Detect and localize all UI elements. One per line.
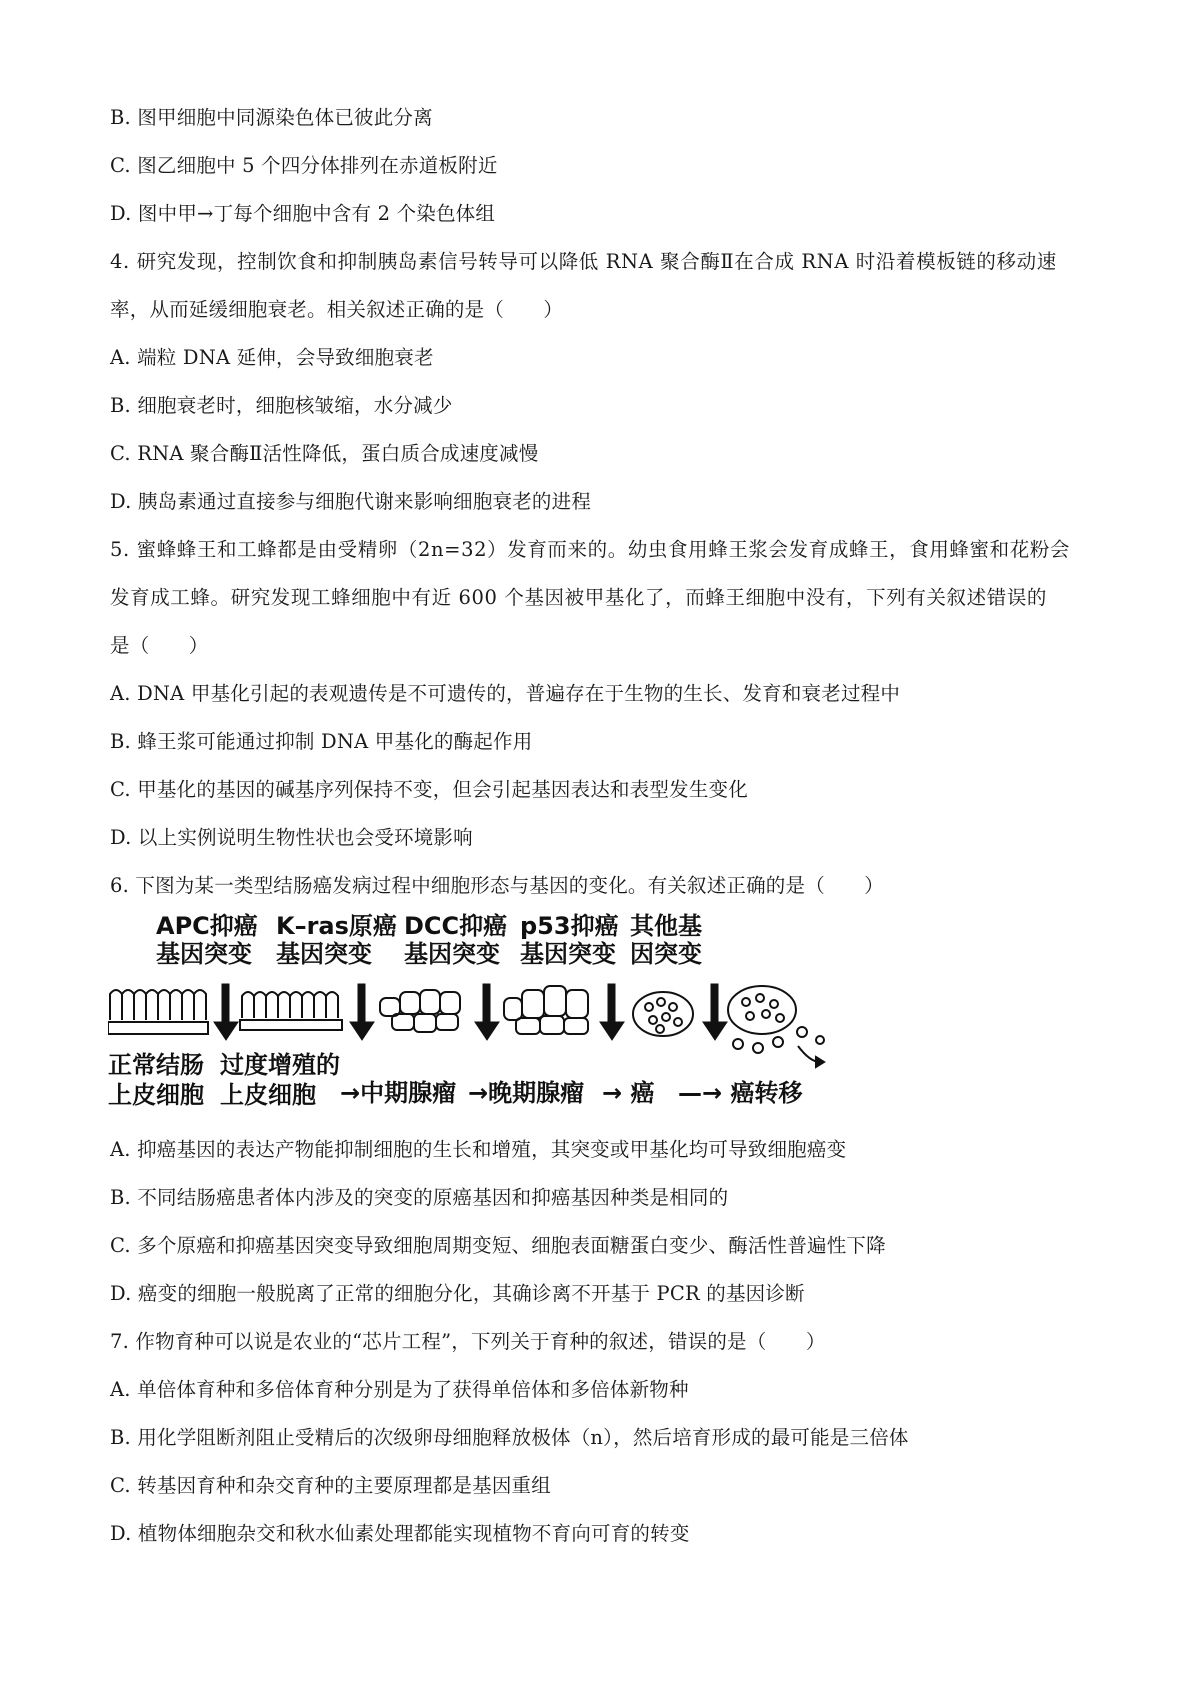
q5-option-d: D. 以上实例说明生物性状也会受环境影响 — [110, 826, 473, 849]
down-arrow-2 — [350, 984, 374, 1040]
q7-option-c: C. 转基因育种和杂交育种的主要原理都是基因重组 — [110, 1474, 551, 1497]
q5-option-b: B. 蜂王浆可能通过抑制 DNA 甲基化的酶起作用 — [110, 730, 533, 753]
q6-option-c: C. 多个原癌和抑癌基因突变导致细胞周期变短、细胞表面糖蛋白变少、酶活性普遍性下降 — [110, 1234, 886, 1257]
q7-option-d: D. 植物体细胞杂交和秋水仙素处理都能实现植物不育向可育的转变 — [110, 1522, 690, 1545]
stage-carcinoma: → 癌 — [602, 1079, 655, 1107]
down-arrow-1 — [214, 984, 238, 1040]
q7-option-b: B. 用化学阻断剂阻止受精后的次级卵母细胞释放极体（n），然后培育形成的最可能是三倍体 — [110, 1426, 909, 1449]
late-adenoma-drawing — [504, 986, 588, 1034]
q6-option-b: B. 不同结肠癌患者体内涉及的突变的原癌基因和抑癌基因种类是相同的 — [110, 1186, 729, 1209]
q4-option-b: B. 细胞衰老时，细胞核皱缩，水分减少 — [110, 394, 453, 417]
q6-stem: 6. 下图为某一类型结肠癌发病过程中细胞形态与基因的变化。有关叙述正确的是（ ） — [110, 874, 885, 897]
intermediate-adenoma-drawing — [380, 990, 460, 1032]
q7-option-a: A. 单倍体育种和多倍体育种分别是为了获得单倍体和多倍体新物种 — [110, 1378, 689, 1401]
stage-metastasis: —→ 癌转移 — [678, 1079, 803, 1107]
q6-option-d: D. 癌变的细胞一般脱离了正常的细胞分化，其确诊离不开基于 PCR 的基因诊断 — [110, 1282, 805, 1305]
q7-stem: 7. 作物育种可以说是农业的“芯片工程”，下列关于育种的叙述，错误的是（ ） — [110, 1330, 826, 1353]
stage-late-adenoma: →晚期腺瘤 — [468, 1079, 585, 1107]
q5-option-c: C. 甲基化的基因的碱基序列保持不变，但会引起基因表达和表型发生变化 — [110, 778, 748, 801]
down-arrow-5 — [703, 984, 727, 1040]
metastasis-drawing — [728, 986, 824, 1067]
gene-label-apc: APC抑癌 基因突变 — [156, 912, 258, 968]
normal-epithelium-drawing — [108, 990, 208, 1034]
q3-option-d: D. 图中甲→丁每个细胞中含有 2 个染色体组 — [110, 202, 496, 225]
stage-intermediate-adenoma: →中期腺瘤 — [340, 1079, 457, 1107]
gene-label-kras: K–ras原癌 基因突变 — [276, 912, 397, 968]
gene-label-p53: p53抑癌 基因突变 — [520, 912, 619, 968]
q6-option-a: A. 抑癌基因的表达产物能抑制细胞的生长和增殖，其突变或甲基化均可导致细胞癌变 — [110, 1138, 847, 1161]
q4-option-c: C. RNA 聚合酶Ⅱ活性降低，蛋白质合成速度减慢 — [110, 442, 539, 465]
down-arrow-3 — [475, 984, 499, 1040]
q3-option-c: C. 图乙细胞中 5 个四分体排列在赤道板附近 — [110, 154, 498, 177]
q5-stem-line2: 发育成工蜂。研究发现工蜂细胞中有近 600 个基因被甲基化了，而蜂王细胞中没有，下列有关叙述错误的 — [110, 586, 1048, 609]
q5-stem-line1: 5. 蜜蜂蜂王和工蜂都是由受精卵（2n=32）发育而来的。幼虫食用蜂王浆会发育成蜂王，食用蜂蜜和花粉会 — [110, 538, 1071, 561]
q5-stem-line3: 是（ ） — [110, 634, 209, 657]
gene-label-dcc: DCC抑癌 基因突变 — [404, 912, 508, 968]
q3-option-b: B. 图甲细胞中同源染色体已彼此分离 — [110, 106, 433, 129]
stage-hyperproliferative-epithelium: 过度增殖的 上皮细胞 — [220, 1051, 340, 1109]
q5-option-a: A. DNA 甲基化引起的表观遗传是不可遗传的，普遍存在于生物的生长、发育和衰老过程中 — [110, 682, 901, 705]
hyperproliferative-epithelium-drawing — [240, 992, 342, 1030]
colon-cancer-figure — [108, 912, 828, 1112]
q4-stem-line1: 4. 研究发现，控制饮食和抑制胰岛素信号转导可以降低 RNA 聚合酶Ⅱ在合成 RNA 时沿着模板链的移动速 — [110, 250, 1057, 273]
q4-option-a: A. 端粒 DNA 延伸，会导致细胞衰老 — [110, 346, 434, 369]
gene-label-other: 其他基 因突变 — [630, 912, 702, 968]
carcinoma-drawing — [633, 992, 693, 1036]
stage-normal-epithelium: 正常结肠 上皮细胞 — [108, 1051, 204, 1109]
down-arrow-4 — [600, 984, 624, 1040]
q4-option-d: D. 胰岛素通过直接参与细胞代谢来影响细胞衰老的进程 — [110, 490, 592, 513]
q4-stem-line2: 率，从而延缓细胞衰老。相关叙述正确的是（ ） — [110, 298, 564, 321]
